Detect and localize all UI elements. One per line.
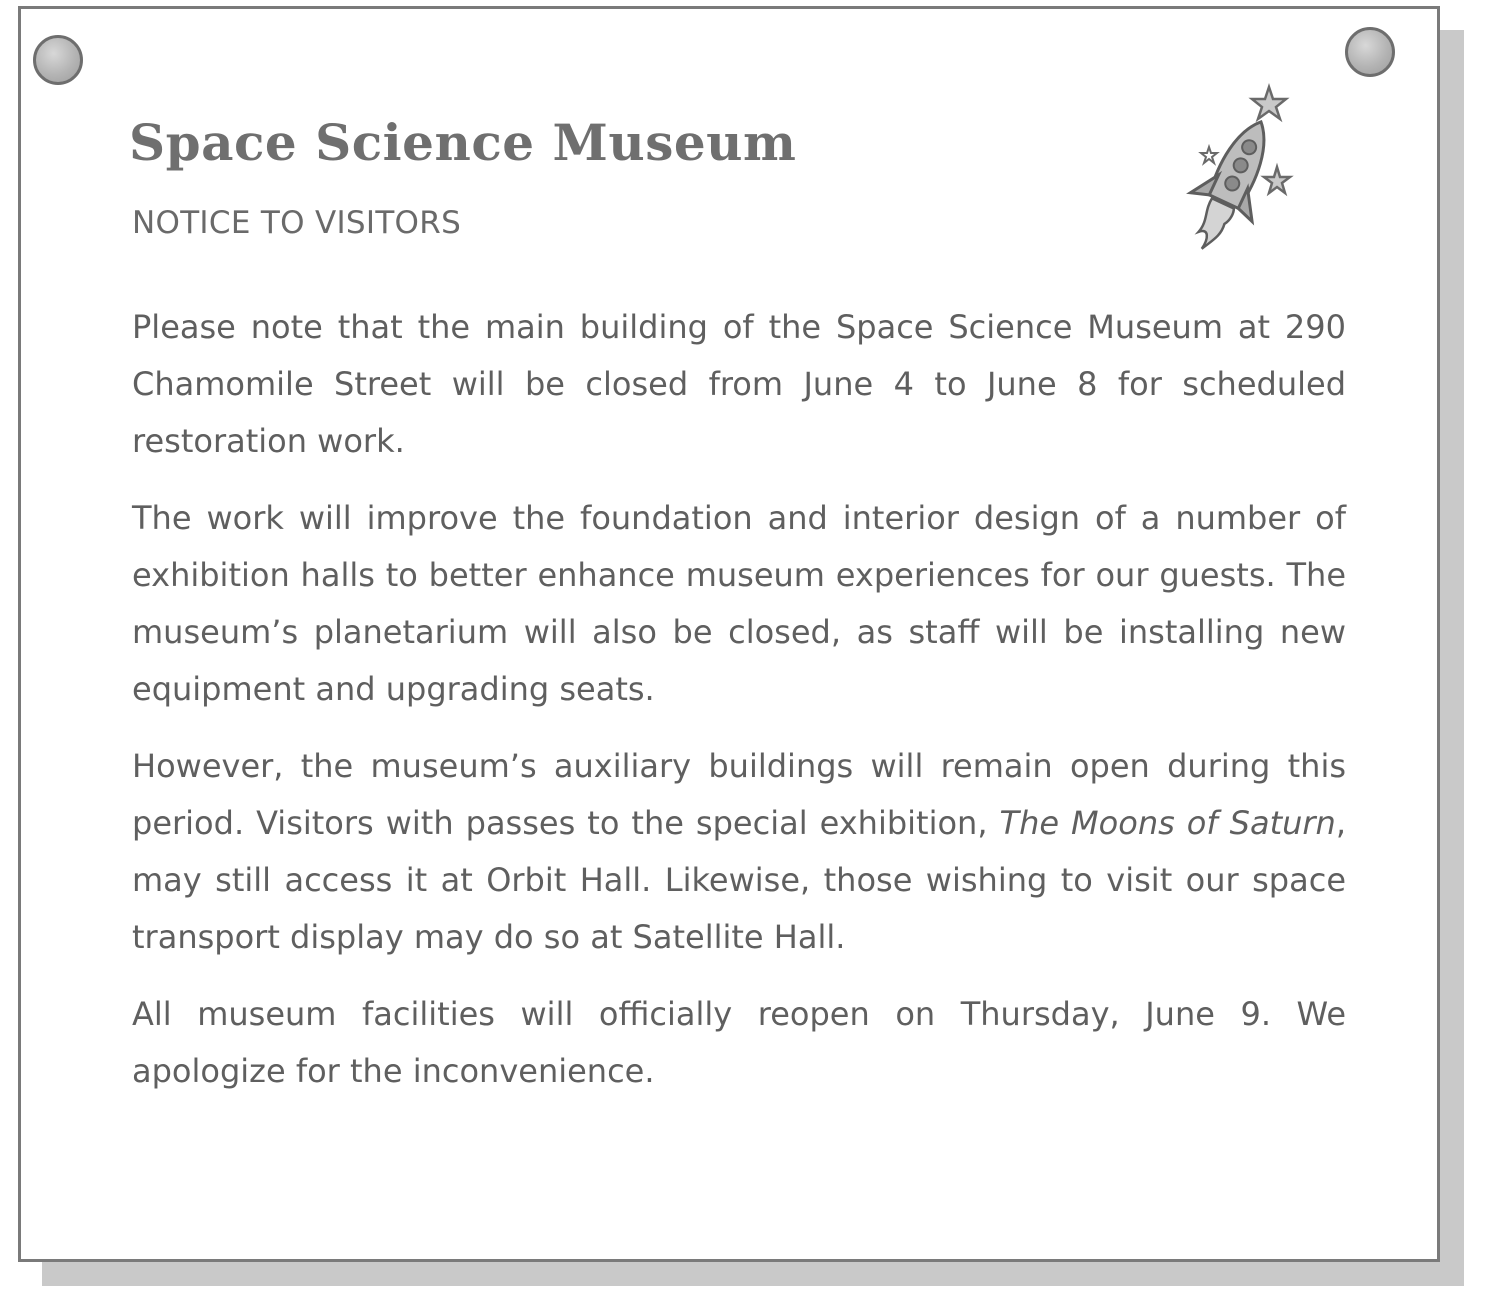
paragraph-closure: Please note that the main building of the Space Science Museum at 290 Chamomile Street will be closed from June 4 to June 8 for scheduled restoration work. — [132, 308, 1346, 460]
paragraph-reopen: All museum facilities will officially reopen on Thursday, June 9. We apologize for the inconvenience. — [132, 995, 1346, 1090]
paragraph-work: The work will improve the foundation and interior design of a number of exhibition halls to better enhance museum experiences for our guests. The museum’s planetarium will also be closed, as staff will be installing new equipment and upgrading seats. — [132, 499, 1346, 708]
star-icon — [1201, 147, 1217, 163]
notice-board — [18, 6, 1440, 1262]
star-icon — [1264, 167, 1290, 193]
museum-title: Space Science Museum — [129, 113, 797, 172]
paragraph-auxiliary-after: , may still access it at Orbit Hall. Likewise, those wishing to visit our space transport display may do so at Satellite Hall. — [132, 804, 1347, 956]
star-icon — [1252, 87, 1286, 119]
notice-subtitle: NOTICE TO VISITORS — [132, 205, 462, 241]
rocket-icon — [1169, 79, 1299, 269]
pushpin-left-icon — [33, 35, 83, 85]
pushpin-right-icon — [1345, 27, 1395, 77]
exhibition-name: The Moons of Saturn — [999, 804, 1336, 842]
paragraph-auxiliary-before: However, the museum’s auxiliary buildings will remain open during this period. Visitors with passes to the special exhibition, — [132, 747, 1346, 842]
paragraph-auxiliary — [132, 738, 1346, 966]
notice-body — [132, 299, 1346, 1120]
